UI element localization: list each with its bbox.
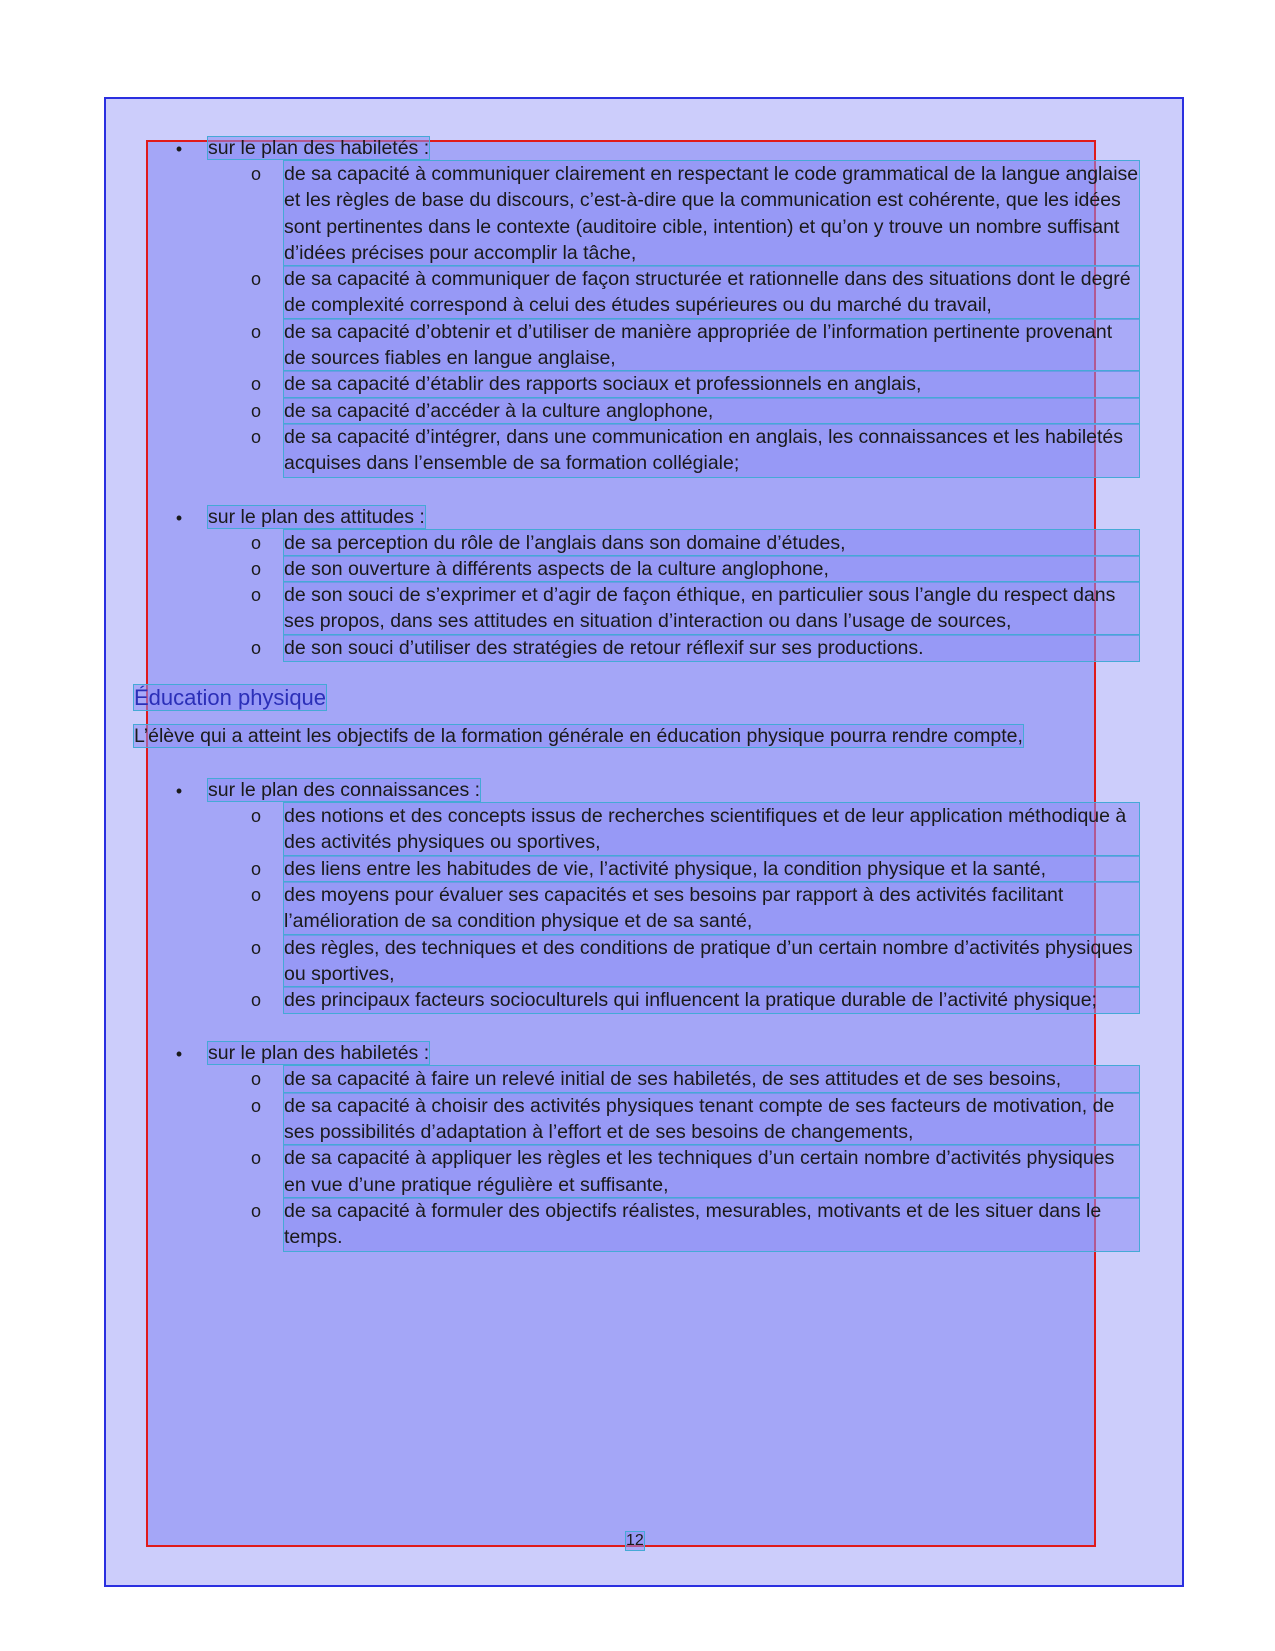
list-item: o de sa perception du rôle de l’anglais dans son domaine d’études, xyxy=(134,530,1139,556)
list-item: o de sa capacité à faire un relevé initial de ses habiletés, de ses attitudes et de ses besoins, xyxy=(134,1066,1139,1092)
circle-bullet-icon: o xyxy=(250,374,261,395)
list-item: o de sa capacité à appliquer les règles et les techniques d’un certain nombre d’activités physiques en vue d’une pratique régulière et suffisante, xyxy=(134,1145,1139,1198)
circle-bullet-icon: o xyxy=(250,400,261,421)
list-item: o de sa capacité d’accéder à la culture anglophone, xyxy=(134,398,1139,424)
list-heading: • sur le plan des attitudes : xyxy=(134,504,1139,530)
circle-bullet-icon: o xyxy=(250,1095,261,1116)
list-item: o de sa capacité d’intégrer, dans une communication en anglais, les connaissances et les habiletés acquises dans l’ensemble de sa formation collégiale; xyxy=(134,424,1139,477)
bullet-icon: • xyxy=(175,507,183,528)
list-item: o de son souci d’utiliser des stratégies de retour réflexif sur ses productions. xyxy=(134,635,1139,661)
circle-bullet-icon: o xyxy=(250,637,261,658)
circle-bullet-icon: o xyxy=(250,585,261,606)
list-item: o des moyens pour évaluer ses capacités et ses besoins par rapport à des activités facilitant l’amélioration de sa condition physique et de sa santé, xyxy=(134,882,1139,935)
list-heading: • sur le plan des connaissances : xyxy=(134,777,1139,803)
list-item: o des principaux facteurs socioculturels qui influencent la pratique durable de l’activité physique; xyxy=(134,987,1139,1013)
bullet-icon: • xyxy=(175,781,183,802)
list-item: o de son souci de s’exprimer et d’agir de façon éthique, en particulier sous l’angle du respect dans ses propos, dans ses attitudes en situation d’interaction ou dans l’usage de sources, xyxy=(134,582,1139,635)
circle-bullet-icon: o xyxy=(250,269,261,290)
list-item: o des notions et des concepts issus de recherches scientifiques et de leur application méthodique à des activités physiques ou sportives, xyxy=(134,803,1139,856)
bullet-icon: • xyxy=(175,139,183,159)
circle-bullet-icon: o xyxy=(250,532,261,553)
section-connaissances xyxy=(134,777,1139,1013)
list-item: o de sa capacité à communiquer de façon structurée et rationnelle dans des situations dont le degré de complexité correspond à celui des études supérieures ou du marché du travail, xyxy=(134,266,1139,319)
list-item: o de sa capacité à formuler des objectifs réalistes, mesurables, motivants et de les situer dans le temps. xyxy=(134,1198,1139,1251)
circle-bullet-icon: o xyxy=(250,937,261,958)
section-habiletes-education-physique xyxy=(134,1040,1139,1250)
list-item: o de sa capacité à choisir des activités physiques tenant compte de ses facteurs de motivation, de ses possibilités d’adaptation à l’effort et de ses besoins de changements, xyxy=(134,1093,1139,1146)
circle-bullet-icon: o xyxy=(250,990,261,1011)
page-number: 12 xyxy=(626,1532,644,1549)
circle-bullet-icon: o xyxy=(250,321,261,342)
circle-bullet-icon: o xyxy=(250,1148,261,1169)
bullet-icon: • xyxy=(175,1044,183,1065)
circle-bullet-icon: o xyxy=(250,884,261,905)
section-habiletes-anglais xyxy=(134,135,1139,477)
circle-bullet-icon: o xyxy=(250,1069,261,1090)
list-heading: • sur le plan des habiletés : xyxy=(134,1040,1139,1066)
list-item: o de sa capacité d’obtenir et d’utiliser de manière appropriée de l’information pertinente provenant de sources fiables en langue anglaise, xyxy=(134,319,1139,372)
circle-bullet-icon: o xyxy=(250,426,261,447)
circle-bullet-icon: o xyxy=(250,806,261,827)
section-title: Éducation physique xyxy=(134,685,327,711)
list-item: o de sa capacité d’établir des rapports sociaux et professionnels en anglais, xyxy=(134,371,1139,397)
circle-bullet-icon: o xyxy=(250,558,261,579)
circle-bullet-icon: o xyxy=(250,1200,261,1221)
intro-paragraph: L’élève qui a atteint les objectifs de la formation générale en éducation physique pourra rendre compte, xyxy=(134,725,1023,748)
document-body xyxy=(134,135,1139,1251)
list-item: o de sa capacité à communiquer clairement en respectant le code grammatical de la langue anglaise et les règles de base du discours, c’est-à-dire que la communication est cohérente, que les idées sont pertinentes dans le contexte (auditoire cible, intention) et qu’on y trouve un nombre suffisant d’idées précises pour accomplir la tâche, xyxy=(134,161,1139,266)
circle-bullet-icon: o xyxy=(250,858,261,879)
list-item: o des liens entre les habitudes de vie, l’activité physique, la condition physique et la santé, xyxy=(134,856,1139,882)
list-item: o des règles, des techniques et des conditions de pratique d’un certain nombre d’activités physiques ou sportives, xyxy=(134,935,1139,988)
list-item: o de son ouverture à différents aspects de la culture anglophone, xyxy=(134,556,1139,582)
circle-bullet-icon: o xyxy=(250,164,261,184)
list-heading: • sur le plan des habiletés : xyxy=(134,135,1139,161)
section-attitudes xyxy=(134,504,1139,661)
